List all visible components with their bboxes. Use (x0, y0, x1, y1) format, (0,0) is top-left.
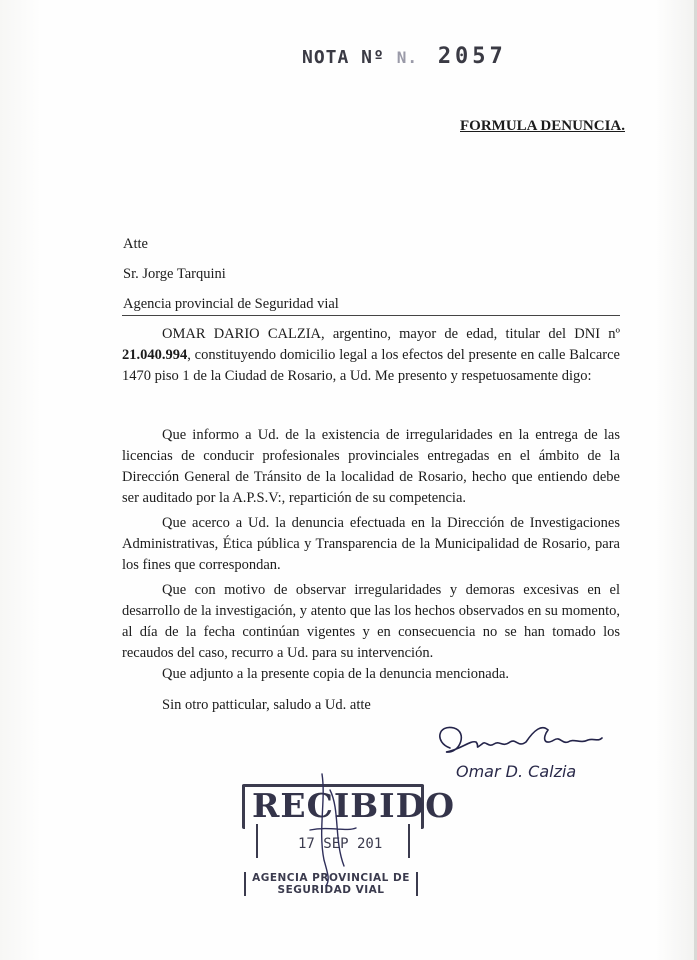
document-heading: FORMULA DENUNCIA. (460, 118, 625, 134)
body-paragraph-3: Que con motivo de observar irregularidades y demoras excesivas en el desarrollo de la investigación, y atento que las los hechos observados en su momento, al día de la fecha continúan vigentes y en consecuencia no se han tomado los recaudos del caso, recurro a Ud. para su intervención. (122, 582, 620, 661)
stamp-date: 17 SEP 201 (298, 836, 383, 852)
nota-number-stamp (302, 44, 507, 69)
intro-text-2: , constituyendo domicilio legal a los efectos del presente en calle Balcarce 1470 piso 1 de la Ciudad de Rosario, a Ud. Me presento y respetuosamente digo: (122, 347, 620, 384)
body-paragraph-1: Que informo a Ud. de la existencia de irregularidades en la entrega de las licencias de conducir profesionales provinciales entregadas en el ámbito de la Dirección General de Tránsito de la localidad de Rosario, hecho que entiendo debe ser auditado por la A.P.S.V:, repartición de su competencia. (122, 427, 620, 506)
signature-printed-name: Omar D. Calzia (456, 762, 577, 781)
closing-line-1: Que adjunto a la presente copia de la denuncia mencionada. (162, 666, 510, 682)
intro-paragraph (122, 324, 620, 387)
addressee-underline (122, 315, 620, 316)
nota-label: NOTA Nº (302, 47, 385, 68)
handwritten-signature (430, 720, 610, 765)
intro-text: , argentino, mayor de edad, titular del DNI nº (321, 326, 620, 342)
intro-name: OMAR DARIO CALZIA (162, 326, 321, 342)
stamp-word: RECIBIDO (252, 786, 455, 825)
nota-number: 2057 (437, 44, 507, 69)
addressee-line-1: Atte (123, 236, 148, 252)
addressee-line-3: Agencia provincial de Seguridad vial (123, 296, 339, 312)
nota-prefix: N. (396, 48, 418, 67)
addressee-line-2: Sr. Jorge Tarquini (123, 266, 226, 282)
stamp-initial-scribble (300, 770, 360, 890)
closing-line-2: Sin otro patticular, saludo a Ud. atte (162, 697, 371, 713)
body-paragraph-2: Que acerco a Ud. la denuncia efectuada en la Dirección de Investigaciones Administrativas, Ética pública y Transparencia de la Municipalidad de Rosario, para los fines que correspondan. (122, 515, 620, 573)
stamp-agency-line-1: AGENCIA PROVINCIAL DE (252, 872, 410, 884)
stamp-agency-line-2: SEGURIDAD VIAL (277, 884, 385, 896)
intro-dni: 21.040.994 (122, 347, 188, 363)
